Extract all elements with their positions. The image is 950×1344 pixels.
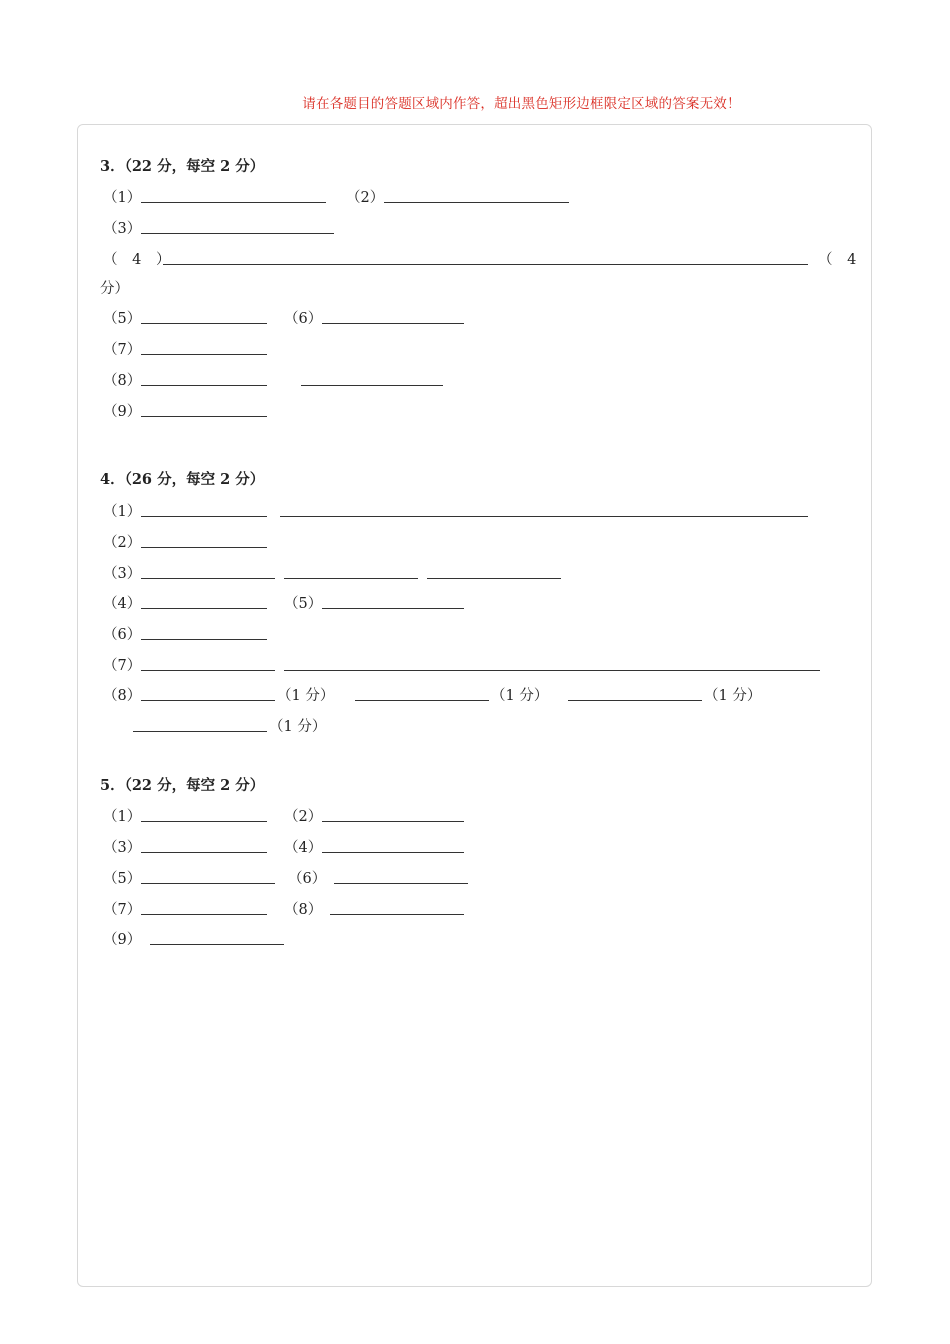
q4-label-7: （7） xyxy=(103,658,142,674)
q4-blank-1a[interactable] xyxy=(141,516,267,517)
q4-blank-3a[interactable] xyxy=(141,578,275,579)
q3-label-9: （9） xyxy=(103,404,142,420)
q5-label-9: （9） xyxy=(103,932,142,948)
q3-blank-5[interactable] xyxy=(141,323,267,324)
q5-blank-9[interactable] xyxy=(150,944,284,945)
q3-label-4: （ 4 ） xyxy=(103,252,176,268)
q4-blank-7b[interactable] xyxy=(284,670,820,671)
q3-blank-1[interactable] xyxy=(141,202,326,203)
question-4-title: 4．（26 分，每空 2 分） xyxy=(100,471,265,488)
q4-blank-6[interactable] xyxy=(141,639,267,640)
instruction-warning: 请在各题目的答题区域内作答，超出黑色矩形边框限定区域的答案无效！ xyxy=(302,96,741,112)
q5-label-2: （2） xyxy=(284,809,323,825)
q3-label-8: （8） xyxy=(103,373,142,389)
q4-blank-8b[interactable] xyxy=(355,700,489,701)
q3-label-2: （2） xyxy=(346,190,385,206)
q3-blank-4[interactable] xyxy=(163,264,808,265)
question-5-title: 5．（22 分，每空 2 分） xyxy=(100,777,265,794)
q3-blank-2[interactable] xyxy=(384,202,569,203)
q4-blank-8c[interactable] xyxy=(568,700,702,701)
q4-blank-3c[interactable] xyxy=(427,578,561,579)
q4-score-8a: （1 分） xyxy=(277,688,335,704)
q3-label-5: （5） xyxy=(103,311,142,327)
q4-label-4: （4） xyxy=(103,596,142,612)
q4-label-6: （6） xyxy=(103,627,142,643)
q4-blank-7a[interactable] xyxy=(141,670,275,671)
question-3-title: 3．（22 分，每空 2 分） xyxy=(100,158,265,175)
q5-label-7: （7） xyxy=(103,902,142,918)
q3-score-4-unit: 分） xyxy=(100,281,129,297)
q4-score-8b: （1 分） xyxy=(491,688,549,704)
q3-blank-9[interactable] xyxy=(141,416,267,417)
q4-blank-1b[interactable] xyxy=(280,516,808,517)
q3-label-6: （6） xyxy=(284,311,323,327)
q5-blank-6[interactable] xyxy=(334,883,468,884)
q3-score-4: （ 4 xyxy=(818,252,862,268)
q5-blank-7[interactable] xyxy=(141,914,267,915)
q4-label-8: （8） xyxy=(103,688,142,704)
q3-blank-7[interactable] xyxy=(141,354,267,355)
q4-label-2: （2） xyxy=(103,535,142,551)
q4-blank-4[interactable] xyxy=(141,608,267,609)
q3-blank-8b[interactable] xyxy=(301,385,443,386)
q4-blank-8a[interactable] xyxy=(141,700,275,701)
q5-label-4: （4） xyxy=(284,840,323,856)
q5-blank-1[interactable] xyxy=(141,821,267,822)
q5-blank-4[interactable] xyxy=(322,852,464,853)
q4-score-8d: （1 分） xyxy=(269,719,327,735)
q5-label-6: （6） xyxy=(288,871,327,887)
q5-label-8: （8） xyxy=(284,902,323,918)
q3-blank-8a[interactable] xyxy=(141,385,267,386)
q5-blank-8[interactable] xyxy=(330,914,464,915)
q4-label-5: （5） xyxy=(284,596,323,612)
q5-blank-5[interactable] xyxy=(141,883,275,884)
q3-label-3: （3） xyxy=(103,221,142,237)
q3-blank-6[interactable] xyxy=(322,323,464,324)
q4-label-3: （3） xyxy=(103,566,142,582)
q3-label-7: （7） xyxy=(103,342,142,358)
q5-label-5: （5） xyxy=(103,871,142,887)
q4-blank-3b[interactable] xyxy=(284,578,418,579)
answer-area-frame xyxy=(77,124,872,1287)
q5-label-3: （3） xyxy=(103,840,142,856)
q4-blank-2[interactable] xyxy=(141,547,267,548)
q3-label-1: （1） xyxy=(103,190,142,206)
q3-blank-3[interactable] xyxy=(141,233,334,234)
q4-blank-5[interactable] xyxy=(322,608,464,609)
q4-score-8c: （1 分） xyxy=(704,688,762,704)
q4-blank-8d[interactable] xyxy=(133,731,267,732)
q5-blank-2[interactable] xyxy=(322,821,464,822)
q4-label-1: （1） xyxy=(103,504,142,520)
q5-label-1: （1） xyxy=(103,809,142,825)
q5-blank-3[interactable] xyxy=(141,852,267,853)
